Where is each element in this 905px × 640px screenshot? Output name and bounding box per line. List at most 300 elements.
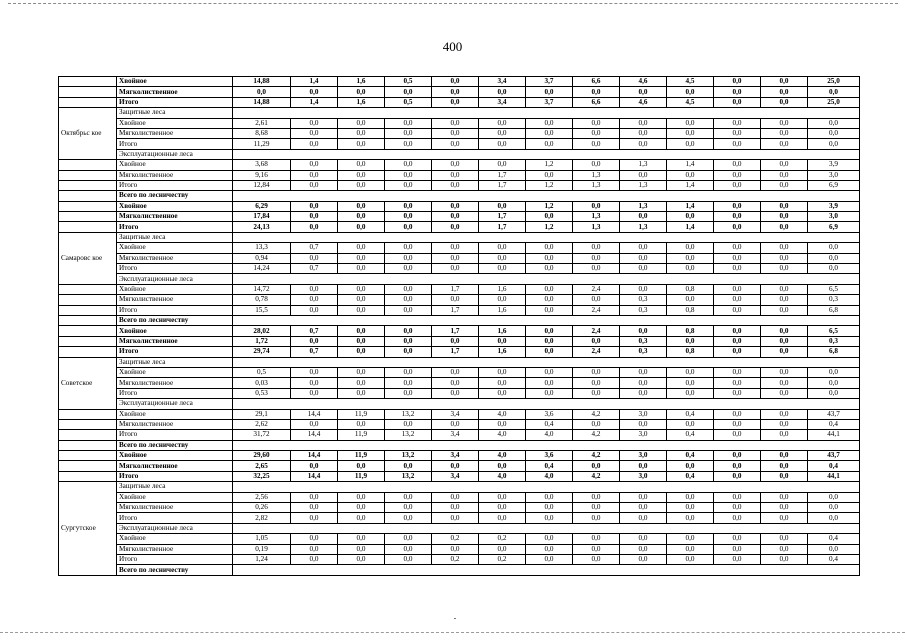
value-cell: 0,0 [808,503,860,513]
value-cell: 4,5 [667,97,714,107]
value-cell: 0,0 [667,243,714,253]
value-cell: 1,2 [526,222,573,232]
value-cell: 3,0 [620,451,667,461]
value-cell: 4,2 [573,409,620,419]
value-cell: 0,0 [573,461,620,471]
section-label: Всего по лесничеству [117,565,233,575]
row-label: Мягколиственное [117,253,233,263]
value-cell: 0,0 [479,492,526,502]
empty-cells [233,149,860,159]
value-cell: 0,0 [432,253,479,263]
value-cell: 0,0 [573,118,620,128]
value-cell: 4,0 [479,471,526,481]
value-cell: 0,0 [620,170,667,180]
value-cell: 0,4 [667,409,714,419]
table-row [59,253,860,263]
row-label: Мягколиственное [117,461,233,471]
value-cell: 4,0 [526,430,573,440]
value-cell: 0,0 [573,503,620,513]
value-cell: 0,2 [432,534,479,544]
table-row [59,378,860,388]
value-cell: 0,0 [385,388,432,398]
page-number: 400 [442,39,463,54]
value-cell: 0,0 [338,295,385,305]
value-cell: 0,0 [526,212,573,222]
value-cell: 0,0 [338,326,385,336]
value-cell: 1,4 [667,222,714,232]
value-cell: 0,0 [714,284,761,294]
value-cell: 0,7 [291,347,338,357]
value-cell: 0,0 [432,87,479,97]
value-cell: 0,0 [761,409,808,419]
value-cell: 1,2 [526,160,573,170]
value-cell: 0,0 [479,503,526,513]
value-cell: 0,0 [620,253,667,263]
value-cell: 0,0 [667,212,714,222]
table-section-row [59,191,860,201]
value-cell: 14,24 [233,264,291,274]
value-cell: 0,0 [291,336,338,346]
value-cell: 0,0 [714,295,761,305]
value-cell: 0,2 [479,534,526,544]
value-cell: 1,3 [620,222,667,232]
value-cell: 0,0 [526,128,573,138]
value-cell: 0,0 [432,77,479,87]
value-cell: 13,2 [385,430,432,440]
value-cell: 0,0 [808,513,860,523]
value-cell: 6,8 [808,347,860,357]
value-cell: 0,0 [526,534,573,544]
value-cell: 0,4 [808,534,860,544]
value-cell: 4,2 [573,471,620,481]
value-cell: 0,0 [385,503,432,513]
table-row [59,430,860,440]
value-cell: 0,0 [526,118,573,128]
value-cell: 1,3 [620,180,667,190]
value-cell: 0,0 [291,128,338,138]
value-cell: 1,3 [620,201,667,211]
value-cell: 0,0 [761,492,808,502]
value-cell: 0,8 [667,347,714,357]
value-cell: 14,4 [291,430,338,440]
value-cell: 3,4 [479,97,526,107]
value-cell: 8,68 [233,128,291,138]
value-cell: 0,0 [385,264,432,274]
value-cell: 0,0 [338,264,385,274]
value-cell: 0,0 [526,513,573,523]
value-cell: 1,2 [526,180,573,190]
value-cell: 4,0 [479,451,526,461]
value-cell: 29,1 [233,409,291,419]
value-cell: 4,2 [573,451,620,461]
value-cell: 0,0 [620,419,667,429]
table-section-row [59,108,860,118]
value-cell: 0,0 [761,419,808,429]
value-cell: 0,0 [291,544,338,554]
table-row [59,503,860,513]
value-cell: 2,4 [573,305,620,315]
table-row [59,461,860,471]
value-cell: 4,2 [573,430,620,440]
table-section-row [59,482,860,492]
table-row [59,170,860,180]
value-cell: 0,0 [385,243,432,253]
value-cell: 0,0 [573,367,620,377]
value-cell: 0,0 [338,347,385,357]
value-cell: 13,3 [233,243,291,253]
row-label: Итого [117,305,233,315]
value-cell: 0,0 [291,305,338,315]
value-cell: 0,0 [385,160,432,170]
value-cell: 11,9 [338,471,385,481]
district-name [59,440,117,450]
value-cell: 6,6 [573,77,620,87]
row-label: Итого [117,180,233,190]
value-cell: 44,1 [808,430,860,440]
value-cell: 0,0 [291,461,338,471]
value-cell: 0,0 [338,212,385,222]
value-cell: 0,0 [573,554,620,564]
section-label: Эксплуатационные леса [117,149,233,159]
empty-cells [233,357,860,367]
value-cell: 0,0 [291,170,338,180]
value-cell: 0,0 [714,471,761,481]
value-cell: 0,0 [338,503,385,513]
value-cell: 24,13 [233,222,291,232]
value-cell: 0,0 [526,253,573,263]
district-name [59,336,117,346]
value-cell: 0,0 [714,336,761,346]
value-cell: 0,0 [573,534,620,544]
value-cell: 0,0 [385,87,432,97]
row-label: Мягколиственное [117,419,233,429]
empty-cells [233,274,860,284]
table-section-row [59,440,860,450]
value-cell: 0,0 [385,253,432,263]
value-cell: 1,6 [479,284,526,294]
value-cell: 0,0 [291,388,338,398]
value-cell: 0,0 [526,378,573,388]
value-cell: 25,0 [808,97,860,107]
value-cell: 0,3 [808,295,860,305]
value-cell: 0,0 [573,243,620,253]
value-cell: 0,0 [761,451,808,461]
value-cell: 0,0 [291,503,338,513]
value-cell: 0,0 [667,554,714,564]
value-cell: 0,0 [432,544,479,554]
value-cell: 0,0 [526,243,573,253]
value-cell: 0,0 [761,503,808,513]
value-cell: 1,3 [573,222,620,232]
value-cell: 0,0 [761,347,808,357]
value-cell: 1,6 [338,97,385,107]
value-cell: 0,0 [808,492,860,502]
value-cell: 0,0 [714,77,761,87]
section-label: Эксплуатационные леса [117,399,233,409]
value-cell: 3,7 [526,97,573,107]
value-cell: 0,0 [667,170,714,180]
value-cell: 0,0 [761,97,808,107]
value-cell: 0,0 [526,87,573,97]
value-cell: 0,0 [573,264,620,274]
value-cell: 0,0 [291,378,338,388]
empty-cells [233,440,860,450]
value-cell: 0,0 [291,534,338,544]
value-cell: 1,3 [573,180,620,190]
district-name [59,180,117,190]
value-cell: 0,0 [761,367,808,377]
value-cell: 0,0 [479,87,526,97]
value-cell: 0,0 [432,170,479,180]
value-cell: 0,0 [479,253,526,263]
value-cell: 0,0 [338,534,385,544]
value-cell: 0,0 [808,243,860,253]
value-cell: 0,0 [479,388,526,398]
value-cell: 0,0 [526,336,573,346]
value-cell: 0,0 [291,180,338,190]
value-cell: 0,0 [714,180,761,190]
value-cell: 0,0 [338,554,385,564]
value-cell: 0,0 [338,492,385,502]
value-cell: 15,5 [233,305,291,315]
forest-data-table [58,76,860,576]
value-cell: 0,0 [526,367,573,377]
value-cell: 0,26 [233,503,291,513]
value-cell: 0,5 [233,367,291,377]
empty-cells [233,482,860,492]
empty-cells [233,191,860,201]
value-cell: 0,4 [526,419,573,429]
district-name [59,77,117,87]
value-cell: 6,5 [808,326,860,336]
value-cell: 13,2 [385,451,432,461]
row-label: Мягколиственное [117,170,233,180]
row-label: Хвойное [117,284,233,294]
value-cell: 0,0 [808,87,860,97]
value-cell: 0,0 [432,139,479,149]
district-name: Октябрьс кое [59,108,117,160]
table-row [59,419,860,429]
value-cell: 0,0 [714,118,761,128]
value-cell: 0,0 [432,222,479,232]
value-cell: 0,0 [808,367,860,377]
value-cell: 3,4 [479,77,526,87]
value-cell: 0,0 [338,118,385,128]
value-cell: 11,9 [338,409,385,419]
value-cell: 0,0 [385,419,432,429]
table-section-row [59,399,860,409]
value-cell: 0,0 [761,201,808,211]
value-cell: 3,4 [432,430,479,440]
value-cell: 0,0 [714,305,761,315]
value-cell: 0,0 [761,118,808,128]
value-cell: 0,0 [667,534,714,544]
row-label: Итого [117,222,233,232]
value-cell: 0,3 [808,336,860,346]
district-name [59,326,117,336]
value-cell: 0,0 [714,326,761,336]
value-cell: 1,7 [432,305,479,315]
value-cell: 0,0 [432,180,479,190]
value-cell: 1,4 [291,77,338,87]
value-cell: 1,7 [479,170,526,180]
value-cell: 0,0 [808,378,860,388]
row-label: Хвойное [117,367,233,377]
empty-cells [233,565,860,575]
value-cell: 0,0 [667,378,714,388]
value-cell: 0,0 [385,554,432,564]
value-cell: 0,0 [479,336,526,346]
value-cell: 0,0 [573,388,620,398]
value-cell: 0,0 [479,139,526,149]
value-cell: 0,0 [761,212,808,222]
value-cell: 6,9 [808,180,860,190]
value-cell: 0,0 [808,388,860,398]
value-cell: 43,7 [808,451,860,461]
value-cell: 0,0 [338,170,385,180]
value-cell: 0,0 [761,87,808,97]
row-label: Хвойное [117,492,233,502]
table-row [59,295,860,305]
table-row [59,118,860,128]
row-label: Хвойное [117,118,233,128]
value-cell: 0,0 [385,492,432,502]
empty-cells [233,399,860,409]
value-cell: 0,0 [479,128,526,138]
value-cell: 0,0 [667,492,714,502]
value-cell: 0,0 [714,139,761,149]
value-cell: 0,0 [338,128,385,138]
value-cell: 0,0 [620,554,667,564]
table-section-row [59,565,860,575]
value-cell: 0,0 [526,295,573,305]
value-cell: 1,6 [479,347,526,357]
district-name [59,160,117,170]
value-cell: 0,0 [385,367,432,377]
value-cell: 0,0 [479,367,526,377]
value-cell: 29,60 [233,451,291,461]
value-cell: 0,0 [620,513,667,523]
value-cell: 0,7 [291,264,338,274]
value-cell: 0,4 [808,461,860,471]
value-cell: 2,56 [233,492,291,502]
value-cell: 0,0 [808,264,860,274]
value-cell: 43,7 [808,409,860,419]
value-cell: 11,9 [338,430,385,440]
value-cell: 0,0 [526,503,573,513]
value-cell: 0,0 [761,139,808,149]
row-label: Итого [117,388,233,398]
value-cell: 0,0 [620,118,667,128]
value-cell: 1,7 [432,326,479,336]
value-cell: 0,5 [385,77,432,87]
value-cell: 0,0 [385,305,432,315]
value-cell: 0,0 [714,544,761,554]
value-cell: 0,0 [761,295,808,305]
value-cell: 0,0 [761,554,808,564]
value-cell: 9,16 [233,170,291,180]
value-cell: 0,0 [291,284,338,294]
value-cell: 0,0 [526,264,573,274]
value-cell: 0,0 [338,544,385,554]
value-cell: 1,72 [233,336,291,346]
value-cell: 13,2 [385,409,432,419]
value-cell: 0,0 [714,419,761,429]
section-label: Всего по лесничеству [117,315,233,325]
district-name: Сургутское [59,482,117,576]
value-cell: 0,0 [667,118,714,128]
value-cell: 0,0 [291,513,338,523]
district-name [59,305,117,315]
value-cell: 0,0 [573,336,620,346]
value-cell: 0,0 [714,160,761,170]
value-cell: 0,0 [620,492,667,502]
value-cell: 3,4 [432,409,479,419]
value-cell: 0,0 [291,554,338,564]
table-row [59,492,860,502]
value-cell: 0,0 [479,160,526,170]
value-cell: 0,0 [808,128,860,138]
value-cell: 0,3 [620,305,667,315]
value-cell: 0,0 [808,253,860,263]
value-cell: 0,0 [479,378,526,388]
value-cell: 0,0 [338,305,385,315]
value-cell: 1,6 [479,326,526,336]
value-cell: 0,0 [432,378,479,388]
value-cell: 4,0 [479,430,526,440]
value-cell: 13,2 [385,471,432,481]
value-cell: 0,0 [573,87,620,97]
value-cell: 2,4 [573,326,620,336]
value-cell: 0,0 [385,180,432,190]
row-label: Мягколиственное [117,295,233,305]
value-cell: 0,0 [526,139,573,149]
value-cell: 2,61 [233,118,291,128]
value-cell: 0,0 [761,284,808,294]
value-cell: 1,7 [432,347,479,357]
value-cell: 0,78 [233,295,291,305]
value-cell: 14,4 [291,451,338,461]
value-cell: 0,0 [761,461,808,471]
empty-cells [233,108,860,118]
value-cell: 0,0 [667,264,714,274]
value-cell: 12,84 [233,180,291,190]
district-name [59,191,117,201]
table-row [59,264,860,274]
value-cell: 0,0 [338,378,385,388]
value-cell: 2,4 [573,284,620,294]
value-cell: 0,0 [338,284,385,294]
value-cell: 0,0 [667,461,714,471]
value-cell: 0,0 [432,201,479,211]
value-cell: 0,0 [385,336,432,346]
value-cell: 11,9 [338,451,385,461]
value-cell: 0,0 [761,264,808,274]
value-cell: 0,0 [526,554,573,564]
value-cell: 0,0 [526,347,573,357]
value-cell: 0,0 [667,388,714,398]
scan-speck [454,618,456,619]
value-cell: 0,94 [233,253,291,263]
value-cell: 0,0 [714,503,761,513]
value-cell: 3,0 [620,471,667,481]
value-cell: 0,0 [432,461,479,471]
value-cell: 0,0 [432,97,479,107]
value-cell: 3,0 [808,170,860,180]
value-cell: 1,6 [338,77,385,87]
district-name [59,461,117,471]
value-cell: 0,7 [291,243,338,253]
